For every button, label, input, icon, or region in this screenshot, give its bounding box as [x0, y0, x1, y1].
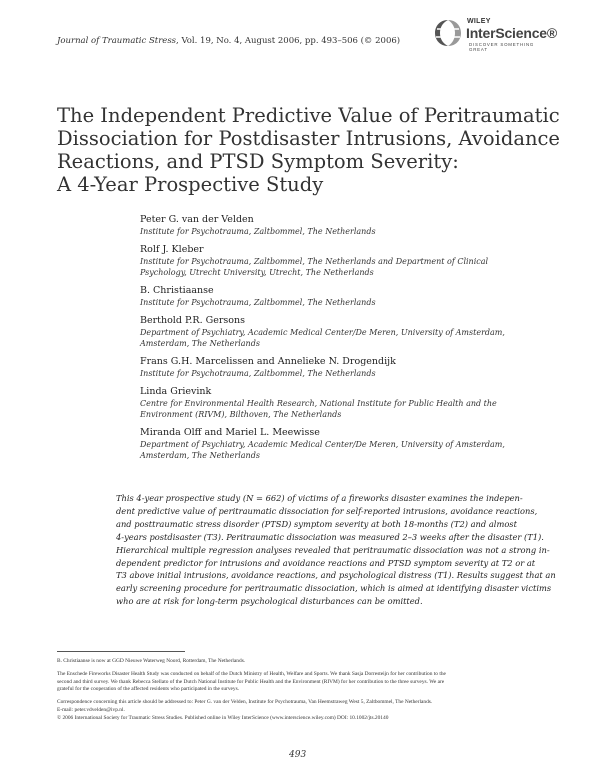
author-entry: [140, 214, 560, 237]
abstract: [116, 492, 556, 608]
affiliation-line: Amsterdam, The Netherlands: [140, 339, 260, 348]
title-line: The Independent Predictive Value of Peritraumatic: [57, 104, 560, 127]
journal-volume-info: , Vol. 19, No. 4, August 2006, pp. 493–506 (© 2006): [176, 36, 401, 46]
abstract-line: who are at risk for long-term psychological disturbances can be omitted.: [116, 596, 423, 607]
abstract-line: This 4-year prospective study (N = 662) of victims of a fireworks disaster examines the indepen-: [116, 493, 523, 503]
abstract-line: dent predictive value of peritraumatic dissociation for self-reported intrusions, avoidance reactions,: [116, 505, 538, 516]
footnote-line: second and third survey. We thank Rebecca Stellato of the Dutch National Institute for Public Health and the Environment (RIVM) for her contribution to the three surveys. We are: [57, 678, 445, 685]
footnote-line: B. Christiaanse is now at GGD Nieuwe Waterweg Noord, Rotterdam, The Netherlands.: [57, 658, 246, 664]
affiliation-line: Institute for Psychotrauma, Zaltbommel, The Netherlands: [140, 369, 376, 378]
author-list: [140, 214, 560, 468]
footnote-line: © 2006 International Society for Traumatic Stress Studies. Published online in Wiley InterScience (www.interscience.wiley.com) DOI: 10.1002/jts.20140: [57, 714, 389, 721]
page-number: 493: [289, 750, 307, 760]
logo-brand-text: InterScience®: [466, 25, 557, 41]
affiliation-line: Institute for Psychotrauma, Zaltbommel, The Netherlands and Department of Clinical: [140, 257, 489, 266]
author-entry: [140, 356, 560, 379]
author-entry: [140, 244, 560, 278]
author-affiliation: [140, 439, 560, 461]
affiliation-line: Department of Psychiatry, Academic Medical Center/De Meren, University of Amsterdam,: [140, 328, 505, 337]
author-affiliation: [140, 398, 560, 420]
abstract-line: 4-years postdisaster (T3). Peritraumatic dissociation was measured 2–3 weeks after the disaster (T1).: [116, 531, 544, 542]
logo-tagline: DISCOVER SOMETHING GREAT: [469, 42, 535, 52]
abstract-line: dependent predictor for intrusions and avoidance reactions and PTSD symptom severity at T2 or at: [116, 557, 536, 568]
author-entry: [140, 285, 560, 308]
author-name: Frans G.H. Marcelissen and Annelieke N. Drogendijk: [140, 356, 396, 367]
author-name: Peter G. van der Velden: [140, 214, 254, 225]
footnote-divider: [57, 651, 185, 652]
footnote: [57, 658, 557, 666]
author-name: Rolf J. Kleber: [140, 244, 204, 255]
footnote: [57, 715, 557, 723]
title-line: Reactions, and PTSD Symptom Severity:: [57, 150, 459, 173]
footnote: [57, 699, 557, 715]
footnote-line: grateful for the cooperation of the affected residents who participated in the surveys.: [57, 686, 240, 693]
affiliation-line: Institute for Psychotrauma, Zaltbommel, The Netherlands: [140, 227, 376, 236]
affiliation-line: Institute for Psychotrauma, Zaltbommel, The Netherlands: [140, 298, 376, 307]
logo-wiley-text: WILEY: [467, 18, 491, 25]
author-name: Miranda Olff and Mariel L. Meewisse: [140, 427, 320, 438]
footnote-line: E-mail: peter.vdvelden@ivp.nl.: [57, 706, 125, 713]
author-affiliation: [140, 297, 560, 308]
author-entry: [140, 315, 560, 349]
author-entry: [140, 427, 560, 461]
author-affiliation: [140, 226, 560, 237]
journal-name: Journal of Traumatic Stress: [57, 36, 177, 46]
wiley-interscience-logo: [426, 14, 557, 52]
title-line: Dissociation for Postdisaster Intrusions, Avoidance: [57, 127, 560, 150]
author-name: Berthold P.R. Gersons: [140, 315, 245, 326]
affiliation-line: Centre for Environmental Health Research, National Institute for Public Health and the: [140, 399, 497, 408]
author-affiliation: [140, 327, 560, 349]
affiliation-line: Department of Psychiatry, Academic Medical Center/De Meren, University of Amsterdam,: [140, 440, 505, 449]
footnote-line: Correspondence concerning this article should be addressed to: Peter G. van der Velden, Institute for Psychotrauma, Van Heemstraweg West 5, Zaltbommel, The Netherlands.: [57, 699, 433, 706]
affiliation-line: Environment (RIVM), Bilthoven, The Netherlands: [140, 410, 342, 419]
article-title: [57, 104, 560, 196]
author-name: B. Christiaanse: [140, 285, 214, 296]
footnotes: [57, 658, 557, 728]
footnote: [57, 671, 557, 694]
author-entry: [140, 386, 560, 420]
globe-logo-icon: [432, 18, 464, 48]
abstract-line: Hierarchical multiple regression analyses revealed that peritraumatic dissociation was not a strong in-: [116, 544, 550, 555]
author-name: Linda Grievink: [140, 386, 212, 397]
journal-citation: [57, 36, 400, 46]
author-affiliation: [140, 368, 560, 379]
author-affiliation: [140, 256, 560, 278]
abstract-line: and posttraumatic stress disorder (PTSD) symptom severity at both 18-months (T2) and almost: [116, 518, 517, 529]
affiliation-line: Psychology, Utrecht University, Utrecht, The Netherlands: [140, 268, 374, 277]
footnote-line: The Enschede Fireworks Disaster Health Study was conducted on behalf of the Dutch Ministry of Health, Welfare and Sports. We thank Sasja Dorresteijn for her contribution to the: [57, 670, 446, 677]
abstract-line: T3 above initial intrusions, avoidance reactions, and psychological distress (T1). Results suggest that an: [116, 570, 556, 581]
affiliation-line: Amsterdam, The Netherlands: [140, 451, 260, 460]
abstract-line: early screening procedure for peritraumatic dissociation, which is aimed at identifying disaster victims: [116, 583, 552, 594]
title-line: A 4-Year Prospective Study: [57, 173, 324, 196]
